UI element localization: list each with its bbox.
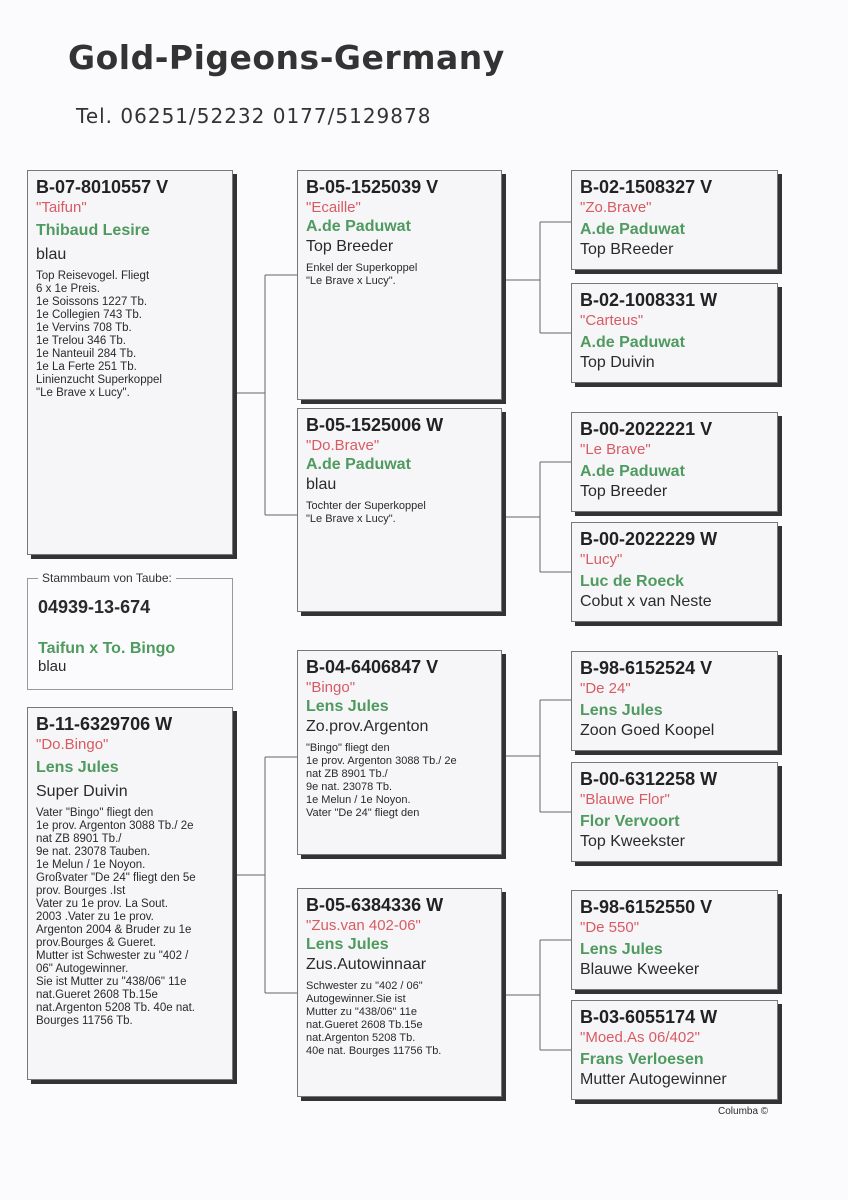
grandparent-box xyxy=(297,170,502,400)
pigeon-name: "Le Brave" xyxy=(580,441,651,458)
stammbaum-legend: Stammbaum von Taube: xyxy=(38,571,176,585)
pigeon-color: Blauwe Kweeker xyxy=(580,961,700,978)
sire-box xyxy=(27,170,233,555)
grandparent-box xyxy=(297,650,502,855)
pigeon-color: Mutter Autogewinner xyxy=(580,1071,727,1088)
great-grandparent-box xyxy=(571,283,778,383)
stammbaum-box xyxy=(27,578,233,690)
ring-number: B-00-2022229 W xyxy=(580,529,718,549)
ring-number: B-05-1525006 W xyxy=(306,415,444,435)
pigeon-name: "Do.Bingo" xyxy=(36,736,109,753)
ring-number: B-98-6152524 V xyxy=(580,658,713,678)
pigeon-name: "Do.Brave" xyxy=(306,437,380,454)
pigeon-notes: "Bingo" fliegt den 1e prov. Argenton 3088 Tb./ 2e nat ZB 8901 Tb./ 9e nat. 23078 Tb. 1e Melun / 1e Noyon. Vater "De 24" fliegt den xyxy=(306,742,457,819)
great-grandparent-box xyxy=(571,651,778,751)
pigeon-color: Top Kweekster xyxy=(580,833,685,850)
pigeon-color: Top Breeder xyxy=(306,238,394,255)
pigeon-name: "De 550" xyxy=(580,919,640,936)
pigeon-name: "Zus.van 402-06" xyxy=(306,917,421,934)
pigeon-notes: Tochter der Superkoppel "Le Brave x Lucy". xyxy=(306,500,426,525)
pigeon-color: blau xyxy=(306,476,337,493)
breeder: Lens Jules xyxy=(36,759,119,776)
pigeon-name: "De 24" xyxy=(580,680,631,697)
pigeon-notes: Schwester zu "402 / 06" Autogewinner.Sie ist Mutter zu "438/06" 11e nat.Gueret 2608 Tb.15e nat.Argenton 5208 Tb. 40e nat. Bourges 11756 Tb. xyxy=(306,980,442,1057)
pigeon-name: "Taifun" xyxy=(36,199,87,216)
ring-number: B-07-8010557 V xyxy=(36,177,169,197)
pigeon-color: blau xyxy=(36,246,67,263)
pigeon-color: Super Duivin xyxy=(36,783,128,800)
pigeon-name: "Blauwe Flor" xyxy=(580,791,670,808)
breeder: Lens Jules xyxy=(580,941,663,958)
breeder: A.de Paduwat xyxy=(306,218,411,235)
breeder: A.de Paduwat xyxy=(580,463,685,480)
phone-numbers: Tel. 06251/52232 0177/5129878 xyxy=(76,104,432,128)
great-grandparent-box xyxy=(571,412,778,512)
pigeon-name: "Moed.As 06/402" xyxy=(580,1029,700,1046)
breeder: A.de Paduwat xyxy=(306,456,411,473)
dam-box xyxy=(27,707,233,1080)
pigeon-color: Top BReeder xyxy=(580,241,674,258)
great-grandparent-box xyxy=(571,1000,778,1100)
credit: Columba © xyxy=(718,1106,769,1117)
breeder: Flor Vervoort xyxy=(580,813,680,830)
breeder: Lens Jules xyxy=(306,698,389,715)
great-grandparent-box xyxy=(571,890,778,990)
great-grandparent-box xyxy=(571,522,778,622)
great-grandparent-box xyxy=(571,170,778,270)
breeder: A.de Paduwat xyxy=(580,334,685,351)
pigeon-color: blau xyxy=(38,658,67,675)
parents: Taifun x To. Bingo xyxy=(38,640,176,657)
pigeon-color: Zo.prov.Argenton xyxy=(306,718,429,735)
pigeon-name: "Bingo" xyxy=(306,679,356,696)
pigeon-id: 04939-13-674 xyxy=(38,597,151,617)
grandparent-box xyxy=(297,408,502,612)
ring-number: B-00-6312258 W xyxy=(580,769,718,789)
ring-number: B-05-1525039 V xyxy=(306,177,439,197)
ring-number: B-98-6152550 V xyxy=(580,897,713,917)
breeder: Frans Verloesen xyxy=(580,1051,704,1068)
grandparent-box xyxy=(297,888,502,1097)
pigeon-name: "Lucy" xyxy=(580,551,623,568)
pigeon-name: "Zo.Brave" xyxy=(580,199,652,216)
pigeon-color: Top Duivin xyxy=(580,354,655,371)
great-grandparent-box xyxy=(571,762,778,862)
pigeon-name: "Ecaille" xyxy=(306,199,361,216)
breeder: A.de Paduwat xyxy=(580,221,685,238)
breeder: Luc de Roeck xyxy=(580,573,685,590)
page-title: Gold-Pigeons-Germany xyxy=(68,38,505,77)
pigeon-notes: Enkel der Superkoppel "Le Brave x Lucy". xyxy=(306,262,418,287)
breeder: Thibaud Lesire xyxy=(36,222,150,239)
pigeon-notes: Top Reisevogel. Fliegt 6 x 1e Preis. 1e Soissons 1227 Tb. 1e Collegien 743 Tb. 1e Vervins 708 Tb. 1e Trelou 346 Tb. 1e Nanteuil 284 Tb. 1e La Ferte 251 Tb. Linienzucht Superkoppel "Le Brave x Lucy". xyxy=(36,270,162,399)
ring-number: B-02-1508327 V xyxy=(580,177,713,197)
ring-number: B-05-6384336 W xyxy=(306,895,444,915)
pigeon-color: Cobut x van Neste xyxy=(580,593,712,610)
pigeon-color: Zoon Goed Koopel xyxy=(580,722,715,739)
breeder: Lens Jules xyxy=(306,936,389,953)
pigeon-color: Top Breeder xyxy=(580,483,668,500)
ring-number: B-11-6329706 W xyxy=(36,714,173,734)
pigeon-name: "Carteus" xyxy=(580,312,644,329)
ring-number: B-02-1008331 W xyxy=(580,290,718,310)
ring-number: B-03-6055174 W xyxy=(580,1007,718,1027)
breeder: Lens Jules xyxy=(580,702,663,719)
pigeon-color: Zus.Autowinnaar xyxy=(306,956,427,973)
ring-number: B-04-6406847 V xyxy=(306,657,439,677)
pigeon-notes: Vater "Bingo" fliegt den 1e prov. Argenton 3088 Tb./ 2e nat ZB 8901 Tb./ 9e nat. 23078 Tauben. 1e Melun / 1e Noyon. Großvater "De 24" fliegt den 5e prov. Bourges .Ist Vater zu 1e prov. La Sout. 2003 .Vater zu 1e prov. Argenton 2004 & Bruder zu 1e prov.Bourges & Gueret. Mutter ist Schwester zu "402 / 06" Autogewinner. Sie ist Mutter zu "438/06" 11e nat.Gueret 2608 Tb.15e nat.Argenton 5208 Tb. 40e nat. Bourges 11756 Tb. xyxy=(36,807,196,1027)
ring-number: B-00-2022221 V xyxy=(580,419,713,439)
